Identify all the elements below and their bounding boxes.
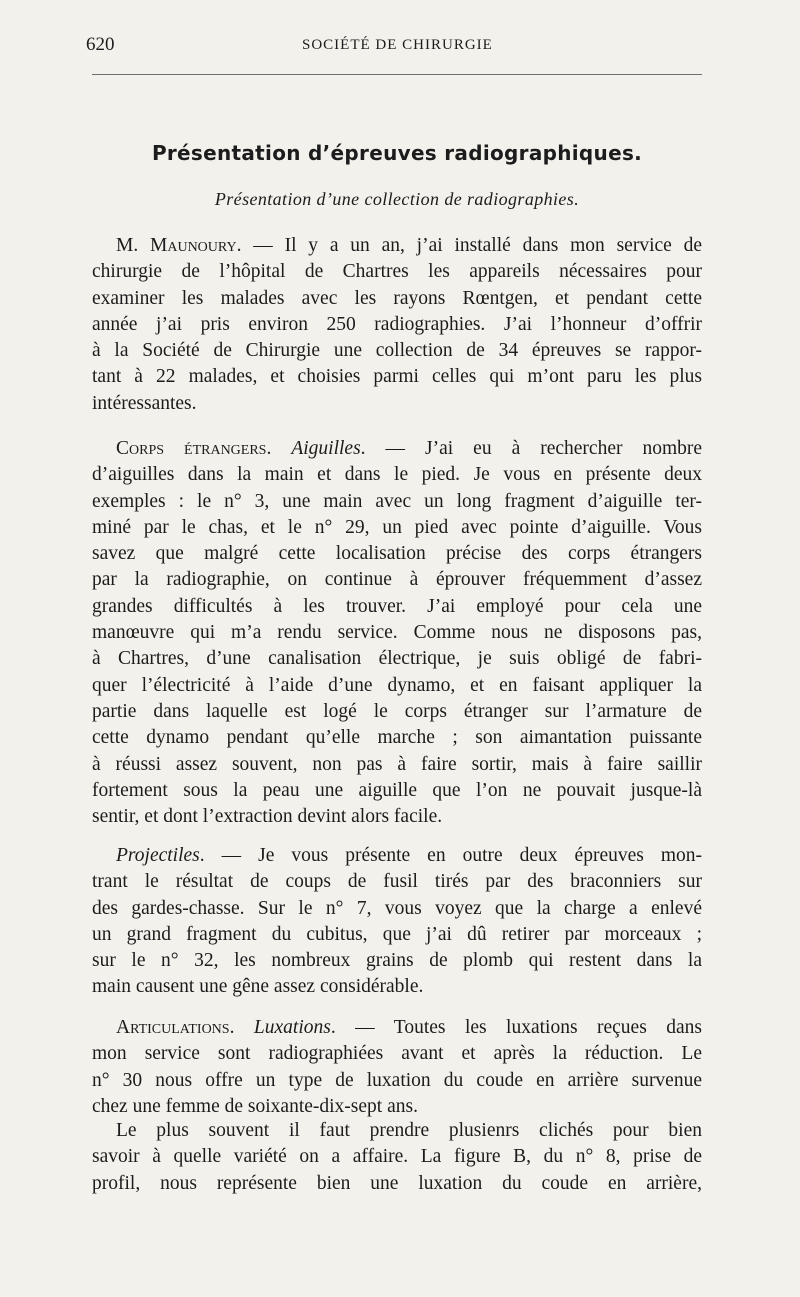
header-rule xyxy=(92,74,702,75)
subheading-inline: Aiguilles xyxy=(291,438,361,459)
paragraph-line: à la Société de Chirurgie une collection de 34 épreuves se rappor- xyxy=(92,340,702,362)
section-subtitle: Présentation d’une collection de radiographies. xyxy=(214,189,580,209)
line-text: J’ai eu à rechercher nombre xyxy=(425,438,703,459)
paragraph-line: manœuvre qui m’a rendu service. Comme nous ne disposons pas, xyxy=(92,622,702,644)
paragraph-line: à Chartres, d’une canalisation électrique, je suis obligé de fabri- xyxy=(92,648,702,670)
running-title: SOCIÉTÉ DE CHIRURGIE xyxy=(302,37,493,53)
paragraph-line: mon service sont radiographiées avant et après la réduction. Le xyxy=(92,1043,702,1065)
running-head xyxy=(86,34,702,58)
paragraph-line: sentir, et dont l’extraction devint alors facile. xyxy=(92,806,443,828)
paragraph-line: chez une femme de soixante-dix-sept ans. xyxy=(92,1095,418,1117)
subheading-inline: Luxations xyxy=(253,1017,331,1038)
paragraph-line: grandes difficultés à les trouver. J’ai employé pour cela une xyxy=(92,595,702,617)
paragraph-line: partie dans laquelle est logé le corps étranger sur l’armature de xyxy=(92,700,702,722)
paragraph-line: n° 30 nous offre un type de luxation du coude en arrière survenue xyxy=(92,1069,702,1091)
paragraph-line: année j’ai pris environ 250 radiographies. J’ai l’honneur d’offrir xyxy=(92,313,702,335)
paragraph-projectiles xyxy=(92,843,702,1001)
paragraph-line: par la radiographie, on continue à éprouver fréquemment d’assez xyxy=(92,569,702,591)
paragraph-line: trant le résultat de coups de fusil tirés par des braconniers sur xyxy=(92,871,702,893)
section-title: Présentation d’épreuves radiographiques. xyxy=(151,141,643,165)
lead-separator: . xyxy=(266,438,292,459)
paragraph-line: un grand fragment du cubitus, que j’ai dû retirer par morceaux ; xyxy=(92,923,702,945)
paragraph-line: tant à 22 malades, et choisies parmi celles qui m’ont paru les plus xyxy=(92,366,702,388)
paragraph-lead: M. xyxy=(116,235,151,256)
author-name: Maunoury xyxy=(150,235,237,256)
paragraph-line: savoir à quelle variété on a affaire. La figure B, du n° 8, prise de xyxy=(92,1146,702,1168)
section-heading-inline: Corps étrangers xyxy=(116,438,267,459)
paragraph-line xyxy=(92,843,702,869)
lead-separator: . — xyxy=(199,845,259,866)
paragraph-line: fortement sous la peau une aiguille que l’on ne pouvait jusque-là xyxy=(92,779,702,801)
line-text: Toutes les luxations reçues dans xyxy=(393,1017,702,1038)
paragraph-line: savez que malgré cette localisation précise des corps étrangers xyxy=(92,543,702,565)
page-number: 620 xyxy=(86,34,115,55)
paragraph-line: main causent une gêne assez considérable. xyxy=(92,976,424,998)
lead-separator: . — xyxy=(236,235,285,256)
paragraph-line: intéressantes. xyxy=(92,392,197,414)
lead-separator: . — xyxy=(330,1017,394,1038)
paragraph-line: à réussi assez souvent, non pas à faire sortir, mais à faire saillir xyxy=(92,753,702,775)
paragraph-line: miné par le chas, et le n° 29, un pied avec pointe d’aiguille. Vous xyxy=(92,516,702,538)
paragraph-line: exemples : le n° 3, une main avec un long fragment d’aiguille ter- xyxy=(92,490,702,512)
paragraph-line: cette dynamo pendant qu’elle marche ; son aimantation puissante xyxy=(92,727,702,749)
lead-separator: . xyxy=(229,1017,254,1038)
line-text: Il y a un an, j’ai installé dans mon service de xyxy=(284,235,703,256)
section-heading-inline: Articulations xyxy=(116,1017,230,1038)
line-text: Je vous présente en outre deux épreuves mon- xyxy=(258,845,702,866)
paragraph-line xyxy=(92,233,702,259)
paragraph-line: des gardes-chasse. Sur le n° 7, vous voyez que la charge a enlevé xyxy=(92,897,702,919)
paragraph-line: sur le n° 32, les nombreux grains de plomb qui restent dans la xyxy=(92,950,702,972)
paragraph-articulations xyxy=(92,1015,702,1120)
paragraph-line: d’aiguilles dans la main et dans le pied. Je vous en présente deux xyxy=(92,464,702,486)
paragraph-corps-etrangers xyxy=(92,436,702,830)
paragraph-cliches xyxy=(92,1118,702,1197)
paragraph-line: Le plus souvent il faut prendre plusienrs clichés pour bien xyxy=(116,1120,702,1141)
paragraph-line: profil, nous représente bien une luxation du coude en arrière, xyxy=(92,1172,702,1194)
paragraph-line: chirurgie de l’hôpital de Chartres les appareils nécessaires pour xyxy=(92,261,702,283)
lead-separator: . — xyxy=(360,438,426,459)
paragraph-line: examiner les malades avec les rayons Rœntgen, et pendant cette xyxy=(92,287,702,309)
paragraph-maunoury xyxy=(92,233,702,417)
paragraph-line: quer l’électricité à l’aide d’une dynamo, et en faisant appliquer la xyxy=(92,674,702,696)
subheading-inline: Projectiles xyxy=(116,845,200,866)
paragraph-line xyxy=(92,1015,702,1041)
paragraph-line xyxy=(92,436,702,462)
